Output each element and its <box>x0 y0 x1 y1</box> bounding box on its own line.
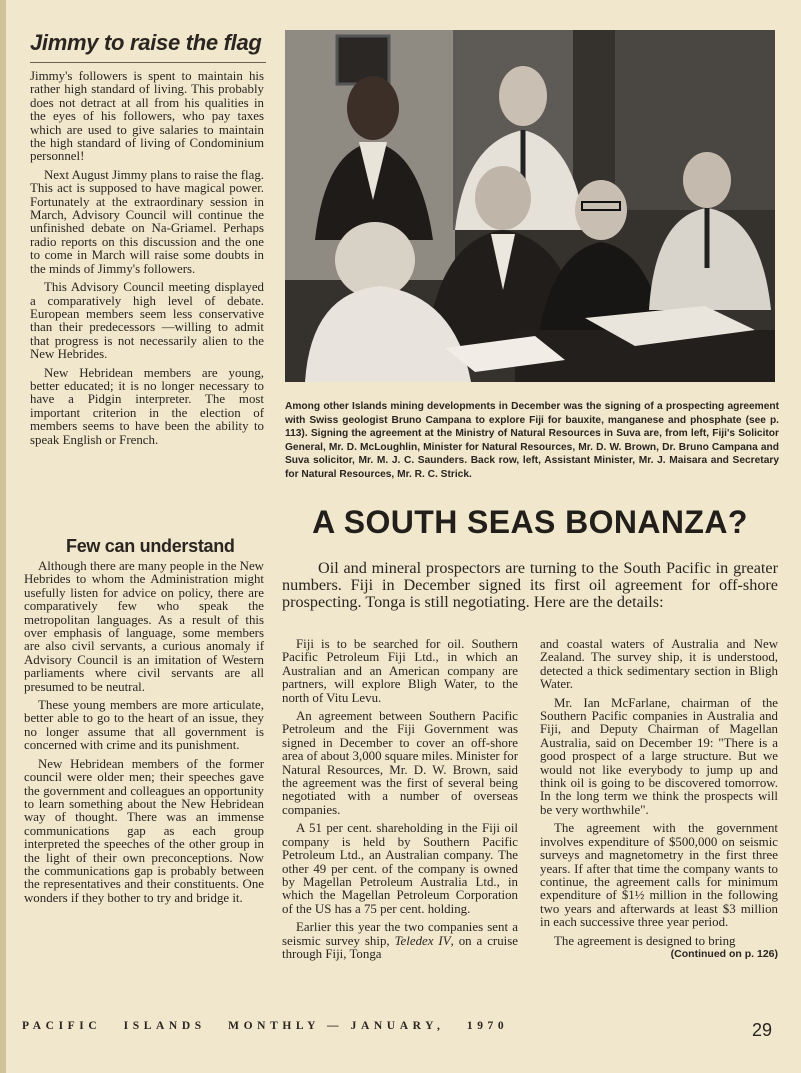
photo-caption: Among other Islands mining developments in December was the signing of a prospecting agreement with Swiss geologist Bruno Campana to explore Fiji for bauxite, manganese and phosphate (see p. 113). Signing the agreement at the Ministry of Natural Resources in Suva are, from left, Fiji's Solicitor General, Mr. D. McLoughlin, Minister for Natural Resources, Mr. D. W. Brown, Dr. Bruno Campana and Suva solicitor, Mr. M. J. C. Saunders. Back row, left, Assistant Minister, Mr. J. Maisara and Secretary for Natural Resources, Mr. R. C. Strick. <box>285 401 779 480</box>
left-column-text <box>30 70 264 452</box>
paragraph: Jimmy's followers is spent to maintain his rather high standard of living. This probably does not detract at all from his qualities in the eyes of his followers, who pay taxes which are used to give salaries to maintain the high standard of living of Condominium personnel! <box>30 69 264 164</box>
left-column-text-continued <box>24 560 264 910</box>
heading-rule <box>30 62 266 63</box>
paragraph: An agreement between Southern Pacific Petroleum and the Fiji Government was signed in December to cover an off-shore area of about 3,000 square miles. Minister for Natural Resources, Mr. D. W. Brown, said the agreement was the first of several being negotiated with a number of overseas companies. <box>282 709 518 817</box>
paragraph-lead: Earlier this year the two companies sent a seismic survey ship, <box>282 920 518 948</box>
paragraph: New Hebridean members are young, better educated; it is no longer necessary to have a Pidgin interpreter. The most important criterion in the election of members seems to have been the ability to speak English or French. <box>30 365 264 447</box>
paragraph: A 51 per cent. shareholding in the Fiji oil company is held by Southern Pacific Petroleum Ltd., an Australian company. The other 49 per cent. of the company is owned by Magellan Petroleum Australia Ltd., in which the Magellan Petroleum Corporation of the US has a 75 per cent. holding. <box>282 821 518 916</box>
article-column-1 <box>282 638 518 966</box>
paragraph: Although there are many people in the New Hebrides to whom the Administration might usefully listen for advice on policy, there are comparatively few who speak the metropolitan languages. As a result of this over emphasis of language, some members are also civil servants, a curious anomaly if Advisory Council is an imitation of Western parliaments where civil servants are all presumed to be neutral. <box>24 559 264 694</box>
paragraph: The agreement is designed to bring <box>554 933 736 948</box>
paragraph: and coastal waters of Australia and New Zealand. The survey ship, it is understood, detected a thick sedimentary section in Bligh Water. <box>540 637 778 692</box>
paragraph-tail: , on a cruise through Fiji, Tonga <box>282 933 518 961</box>
paragraph: Mr. Ian McFarlane, chairman of the Southern Pacific companies in Australia and Fiji, and Deputy Chairman of Magellan Australia, said on December 19: "There is a good prospect of a large structure. But we would not like everybody to jump up and think oil is going to be discovered tomorrow. In the long term we think the prospects will be very worthwhile". <box>540 695 778 817</box>
section-heading-few-can-understand: Few can understand <box>66 536 235 556</box>
paragraph: These young members are more articulate, better able to go to the heart of an issue, they no longer assume that all government is concerned with crime and its punishment. <box>24 698 264 753</box>
section-heading-jimmy: Jimmy to raise the flag <box>30 30 262 55</box>
group-photo-illustration <box>285 30 775 382</box>
paragraph: The agreement with the government involves expenditure of $500,000 on seismic surveys and magnetometry in the first three years. If after that time the company wants to continue, the agreement calls for minimum expenditure of $1½ million in the following two years and afterwards at least $3 million in each successive three year period. <box>540 821 778 930</box>
article-intro: Oil and mineral prospectors are turning to the South Pacific in greater numbers. Fiji in December signed its first oil agreement for off-shore prospecting. Tonga is still negotiating. Here are the details: <box>282 559 778 612</box>
paragraph <box>282 921 518 961</box>
paragraph: This Advisory Council meeting displayed a comparatively high level of debate. European members seem less conservative than their predecessors —willing to admit that progress is not necessarily alien to the New Hebrides. <box>30 280 264 362</box>
continued-note: (Continued on p. 126) <box>670 947 778 960</box>
running-footer: PACIFIC ISLANDS MONTHLY — JANUARY, 1970 <box>22 1020 509 1032</box>
article-column-2 <box>540 638 778 961</box>
group-photo <box>285 30 775 382</box>
paragraph: Fiji is to be searched for oil. Southern Pacific Petroleum Fiji Ltd., in which an Australian and an American company are partners, will explore Bligh Water, to the north of Vitu Levu. <box>282 637 518 705</box>
ship-name: Teledex IV <box>394 933 451 948</box>
page-edge <box>0 0 6 1073</box>
paragraph: Next August Jimmy plans to raise the flag. This act is supposed to have magical power. Fortunately at the extraordinary session in March, Advisory Council will continue the unfinished debate on Na-Griamel. Perhaps radio reports on this discussion and the one to come in March will raise some doubts in the minds of Jimmy's followers. <box>30 167 264 276</box>
page-number: 29 <box>752 1020 773 1040</box>
article-headline: A SOUTH SEAS BONANZA? <box>312 504 748 540</box>
paragraph: New Hebridean members of the former council were older men; their speeches gave the government and colleagues an opportunity to learn something about the New Hebridean way of thought. There was an immense communications gap as each group interpreted the speeches of the other group in the light of their own preconceptions. Now the communications gap is probably between the representatives and their constituents. One wonders if they bother to try and bridge it. <box>24 756 264 905</box>
